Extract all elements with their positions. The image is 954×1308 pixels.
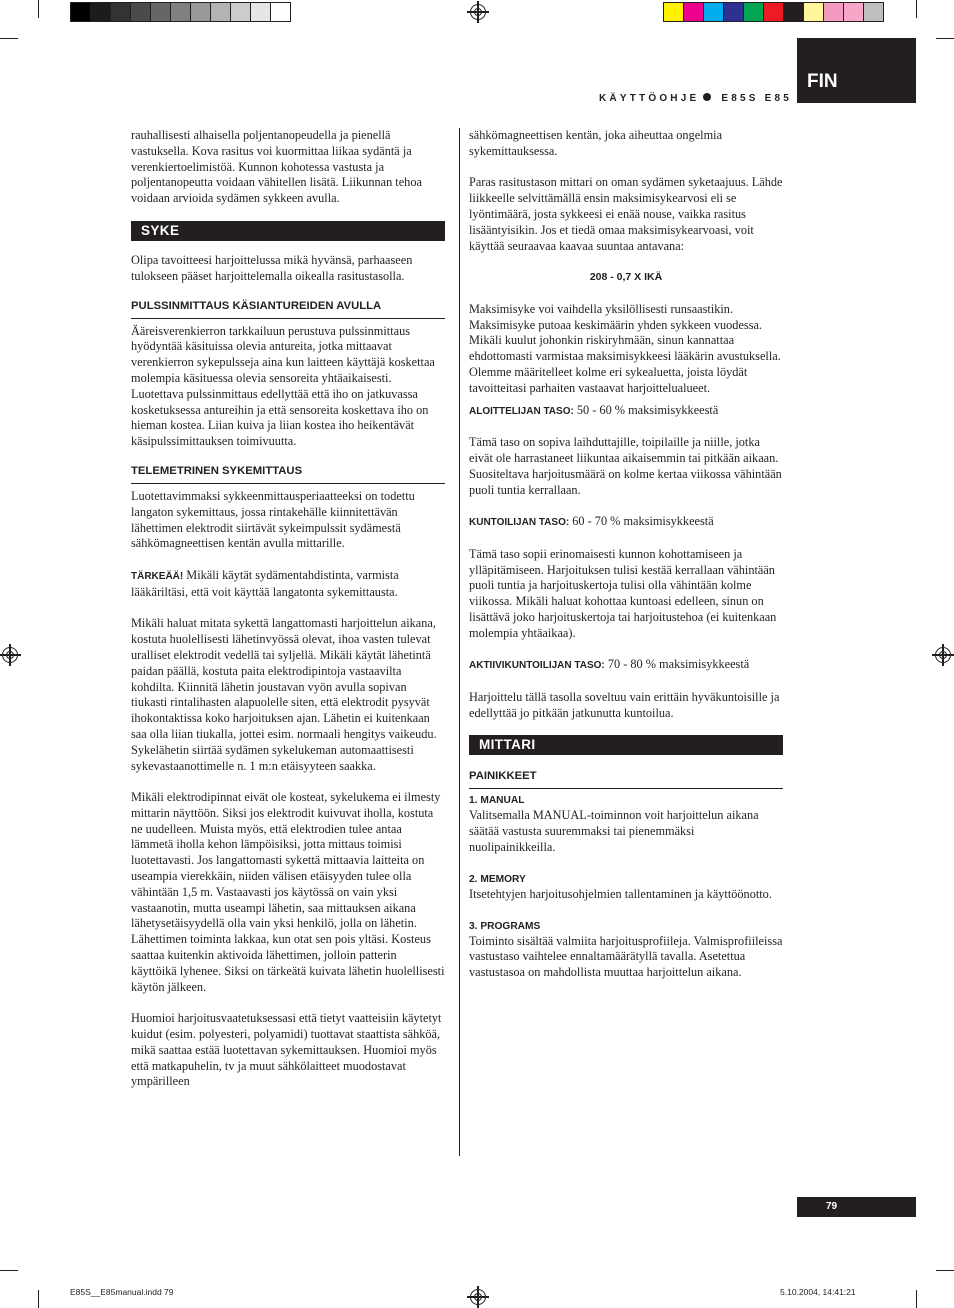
color-swatch	[111, 3, 131, 21]
color-swatch	[91, 3, 111, 21]
color-swatch	[271, 3, 290, 21]
max-rate-paragraph: Maksimisyke voi vaihdella yksilöllisesti runsaastikin. Maksimisyke putoaa keskimäärin yhden sykkeen vuodessa. Mikäli kuulut johonkin riskiryhmään, sinun kannattaa ehdottomasti varmistaa maksimisykkeesi lääkärin avustuksella. Olemme määritelleet kolme eri sykealuetta, joista löydät tavoitteitasi parhaiten vastaavat harjoittelualueet.	[469, 301, 781, 395]
subheading-telemetric: TELEMETRINEN SYKEMITTAUS	[131, 464, 445, 484]
running-header	[599, 93, 792, 104]
measure-paragraph: Mikäli haluat mitata sykettä langattomasti harjoittelun aikana, kostuta huolellisesti lähetinvyössä olevat, ihoa vasten tulevat uralliset elektrodit vedellä tai syljellä. Mikäli käytät lähetintä paidan päällä, kostuta paita elektrodipintoja vastaavilta kohdilta. Kiinnitä lähetin joustavan vyön avulla sopivan tiukasti rintalihasten alapuolelle siten, että elektrodit pysyvät ihokontaktissa koko harjoituksen ajan. Lähetin ei kuitenkaan saa olla liian tiukalla, jottei esim. normaali hengitys vaikeudu. Sykelähetin siirtää sydämen sykelukeman automaattisesti sykevastaanottimelle n. 1 m:n etäisyyteen saakka.	[131, 616, 437, 773]
beginner-level	[469, 403, 783, 420]
important-paragraph	[131, 568, 445, 601]
manual-label: KÄYTTÖOHJE	[599, 93, 700, 104]
color-swatch	[864, 3, 883, 21]
beginner-paragraph: Tämä taso on sopiva laihduttajille, toipilaille ja niille, jotka eivät ole harrastaneet liikuntaa aikaisemmin tai pitkään aikaan. Suositeltava harjoitusmäärä on kolme kertaa viikossa vähintään puoli tuntia kerrallaan.	[469, 435, 782, 497]
registration-mark-icon	[470, 1289, 486, 1305]
color-swatch	[824, 3, 844, 21]
color-swatch	[211, 3, 231, 21]
active-level	[469, 657, 783, 674]
section-heading-syke: SYKE	[131, 221, 445, 241]
crop-mark	[916, 1290, 917, 1308]
manual-heading: 1. MANUAL	[469, 795, 525, 807]
beginner-label: ALOITTELIJAN TASO:	[469, 405, 574, 417]
registration-mark-icon	[470, 4, 486, 20]
color-swatch	[684, 3, 704, 21]
programs-paragraph: Toiminto sisältää valmiita harjoitusprofiileja. Valmisprofiileissa vastustaso vaihtelee ennaltamäärätyllä tavalla. Asetettua vastustasoa on mahdollista muuttaa harjoittelun aikana.	[469, 933, 783, 980]
model-label: E85S E85	[721, 93, 792, 104]
pulse-paragraph: Ääreisverenkierron tarkkailuun perustuva pulssinmittaus hyödyntää käsituissa olevia antureita, jotka mittaavat verenkierron sykepulsseja aina kun laitteen käyttäjä koskettaa molempia käsituessa olevia sensoreita yhtäaikaisesti. Luotettava pulssinmittaus edellyttää että iho on jatkuvassa kosketuksessa antureihin ja että sensoreita koskettava iho on hieman kostea. Liian kuiva ja liian kostea iho heikentävät käsipulssimittauksen toimivuutta.	[131, 323, 435, 449]
color-swatch	[71, 3, 91, 21]
memory-paragraph: Itsetehtyjen harjoitusohjelmien tallentaminen ja käyttöönotto.	[469, 886, 772, 901]
registration-mark-icon	[935, 647, 951, 663]
color-swatch	[724, 3, 744, 21]
exerciser-paragraph: Tämä taso sopii erinomaisesti kunnon kohottamiseen ja ylläpitämiseen. Harjoituksen tulisi kestää kerrallaan vähintään puoli tuntia ja harjoituskertoja tulisi olla vähintään kolme viikossa. Mikäli haluat kohottaa kuntoasi edelleen, sinun on lisättävä joko harjoituskertoja tai harjoitustehoa (ei kuitenkaan molempia yhtäaikaa).	[469, 546, 777, 640]
syke-paragraph: Olipa tavoitteesi harjoittelussa mikä hyvänsä, parhaaseen tulokseen pääset harjoittelemalla oikealla rasitustasolla.	[131, 252, 413, 283]
exerciser-range: 60 - 70 % maksimisykkeestä	[569, 514, 714, 529]
active-label: AKTIIVIKUNTOILIJAN TASO:	[469, 660, 605, 672]
exerciser-label: KUNTOILIJAN TASO:	[469, 517, 570, 529]
section-heading-mittari: MITTARI	[469, 735, 783, 755]
left-column	[131, 128, 445, 1090]
crop-mark	[38, 0, 39, 18]
programs-heading: 3. PROGRAMS	[469, 920, 541, 932]
color-swatch	[251, 3, 271, 21]
crop-mark	[0, 1270, 18, 1271]
color-swatch	[171, 3, 191, 21]
manual-paragraph: Valitsemalla MANUAL-toiminnon voit harjoittelun aikana säätää vastusta suuremmaksi tai pienemmäksi nuolipainikkeilla.	[469, 808, 759, 855]
subheading-pulse: PULSSINMITTAUS KÄSIANTUREIDEN AVULLA	[131, 299, 445, 319]
language-tab: FIN	[797, 38, 916, 103]
exerciser-level	[469, 514, 783, 531]
electrode-paragraph: Mikäli elektrodipinnat eivät ole kosteat, sykelukema ei ilmesty mittarin näyttöön. Siksi jos elektrodit kuivuvat iholla, kostuta ne uudelleen. Muista myös, että elektrodien tulee antaa lämmetä iholla kehon lämpöisiksi, jotta mittaus toimisi luotettavasti. Jos langattomasti sykettä mittaavia laitteita on useampia vierekkäin, niiden välisen etäisyyden tulee olla vähintään 1,5 m. Vastaavasti jos käytössä on vain yksi vastaanotin, mutta useampi lähetin, saa mittauksen aikana lähetysetäisyydellä olla vain yksi henkilö, jolla on lähetin. Lähettimen toiminta lakkaa, kun otat sen pois yltäsi. Kosteus saattaa kuitenkin aktivoida lähettimen, jolloin patterin käyttöikä lyhenee. Siksi on tärkeätä kuivata lähetin huolellisesti käytön jälkeen.	[131, 790, 445, 994]
clothing-paragraph: Huomioi harjoitusvaatetuksessasi että tietyt vaatteisiin käytetyt kuidut (esim. polyesteri, polyamidi) tuottavat staattista sähköä, mikä saattaa estää luotettavan sykemittauksen. Huomioi myös että matkapuhelin, tv ja muut sähkölaitteet muodostavat ympärilleen	[131, 1011, 442, 1089]
gray-calibration-bar	[70, 2, 291, 22]
crop-mark	[936, 1270, 954, 1271]
best-meter-paragraph: Paras rasitustason mittari on oman sydämen syketaajuus. Lähde liikkeelle selvittämällä ensin maksimisykearvosi eli se lyöntimäärä, josta sykkeesi ei enää nouse, vaikka rasitus lisääntyisikin. Jos et tiedä omaa maksimisykearvoasi, voit käyttää seuraavaa kaavaa suuntaa antavana:	[469, 175, 783, 253]
crop-mark	[916, 0, 917, 18]
column-divider	[459, 128, 460, 1156]
intro-paragraph: rauhallisesti alhaisella poljentanopeudella ja pienellä vastuksella. Kova rasitus voi kuormittaa liikaa sydäntä ja verenkiertoelimistöä. Kunnon kohotessa vastusta ja poljentanopeutta voidaan vähitellen lisätä. Liikunnan tehoa voidaan arvioida sydämen sykkeen avulla.	[131, 128, 422, 206]
file-slug: E85S__E85manual.indd 79	[70, 1287, 174, 1297]
color-swatch	[704, 3, 724, 21]
crop-mark	[0, 38, 18, 39]
color-swatch	[784, 3, 804, 21]
bullet-icon	[703, 93, 711, 101]
date-slug: 5.10.2004, 14:41:21	[780, 1287, 856, 1297]
right-column	[469, 128, 783, 981]
continuation-paragraph: sähkömagneettisen kentän, joka aiheuttaa ongelmia sykemittauksessa.	[469, 128, 723, 158]
subheading-buttons: PAINIKKEET	[469, 769, 783, 789]
color-swatch	[191, 3, 211, 21]
color-swatch	[151, 3, 171, 21]
color-swatch	[844, 3, 864, 21]
color-swatch	[764, 3, 784, 21]
color-calibration-bar	[663, 2, 884, 22]
color-swatch	[131, 3, 151, 21]
color-swatch	[664, 3, 684, 21]
color-swatch	[231, 3, 251, 21]
registration-mark-icon	[2, 647, 18, 663]
crop-mark	[38, 1290, 39, 1308]
beginner-range: 50 - 60 % maksimisykkeestä	[573, 402, 719, 417]
important-text: Mikäli käytät sydämentahdistinta, varmista lääkäriltäsi, että voit käyttää langatonta sykemittausta.	[131, 567, 399, 599]
memory-heading: 2. MEMORY	[469, 873, 526, 885]
color-swatch	[804, 3, 824, 21]
page-number: 79	[797, 1197, 916, 1217]
active-range: 70 - 80 % maksimisykkeestä	[604, 657, 750, 672]
crop-mark	[936, 38, 954, 39]
important-label: TÄRKEÄÄ!	[131, 570, 184, 582]
max-heart-rate-formula: 208 - 0,7 X IKÄ	[589, 271, 663, 284]
color-swatch	[744, 3, 764, 21]
telemetric-paragraph: Luotettavimmaksi sykkeenmittausperiaatteeksi on todettu langaton sykemittaus, jossa rintakehälle kiinnitettävän lähettimen elektrodit siirtävät sykeimpulssit sydämestä sähkömagneettisen kentän avulla mittarille.	[131, 488, 415, 551]
active-paragraph: Harjoittelu tällä tasolla soveltuu vain erittäin hyväkuntoisille ja edellyttää jo pitkään jatkunutta kuntoilua.	[469, 689, 780, 720]
